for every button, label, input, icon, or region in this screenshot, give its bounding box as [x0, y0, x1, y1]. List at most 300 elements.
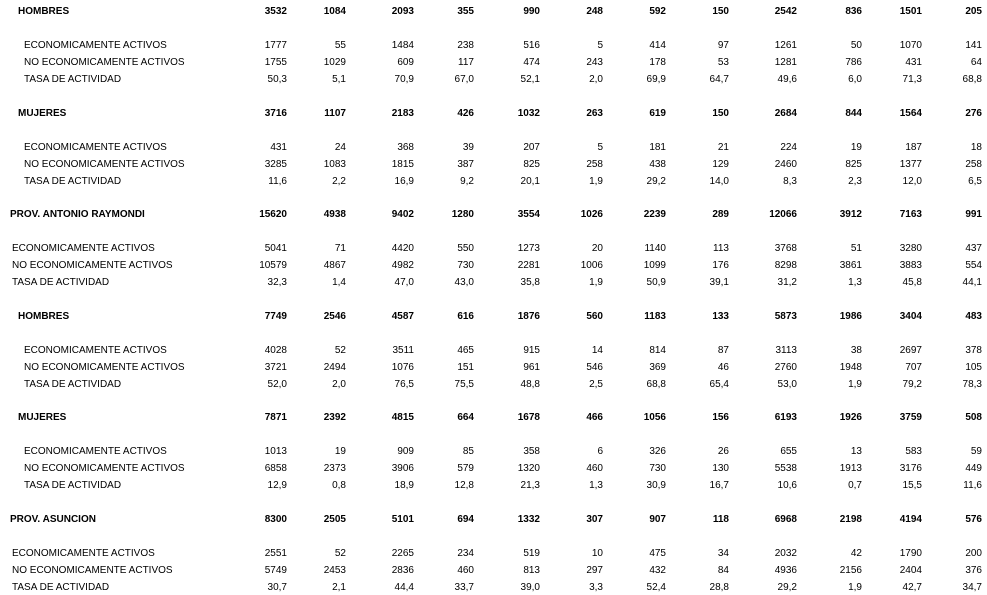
table-cell-col-10: 1,9	[848, 379, 862, 390]
table-cell-col-1: 3716	[264, 108, 287, 119]
table-cell-col-2: 19	[334, 446, 346, 457]
table-cell-col-4: 1280	[451, 209, 474, 220]
table-cell-col-5: 1273	[517, 243, 540, 254]
table-cell-col-11: 3404	[899, 311, 922, 322]
row-label: ECONOMICAMENTE ACTIVOS	[24, 40, 167, 51]
row-label: MUJERES	[18, 412, 67, 423]
table-cell-col-3: 2093	[391, 6, 414, 17]
table-cell-col-12: 376	[965, 565, 982, 576]
row-label: NO ECONOMICAMENTE ACTIVOS	[24, 463, 185, 474]
table-cell-col-3: 2265	[391, 548, 414, 559]
table-cell-col-3: 1815	[391, 159, 414, 170]
table-cell-col-6: 5	[597, 142, 603, 153]
table-cell-col-1: 11,6	[268, 176, 287, 187]
table-cell-col-12: 6,5	[968, 176, 982, 187]
table-cell-col-10: 2156	[839, 565, 862, 576]
table-group-row	[0, 5, 987, 18]
table-cell-col-6: 1006	[580, 260, 603, 271]
table-cell-col-11: 2697	[899, 345, 922, 356]
table-cell-col-9: 31,2	[777, 277, 797, 288]
table-cell-col-7: 814	[649, 345, 666, 356]
table-cell-col-7: 50,9	[646, 277, 666, 288]
table-cell-col-5: 519	[523, 548, 540, 559]
table-row	[0, 462, 987, 475]
table-cell-col-12: 449	[965, 463, 982, 474]
table-cell-col-5: 813	[523, 565, 540, 576]
table-cell-col-10: 3912	[839, 209, 862, 220]
row-label: NO ECONOMICAMENTE ACTIVOS	[24, 57, 185, 68]
table-cell-col-10: 2,3	[848, 176, 862, 187]
table-cell-col-3: 4815	[391, 412, 414, 423]
table-cell-col-4: 67,0	[454, 74, 474, 85]
table-cell-col-12: 554	[965, 260, 982, 271]
table-cell-col-4: 387	[457, 159, 474, 170]
table-cell-col-12: 11,6	[963, 480, 982, 491]
table-cell-col-5: 825	[523, 159, 540, 170]
table-row	[0, 378, 987, 391]
table-cell-col-7: 592	[649, 6, 666, 17]
table-cell-col-8: 87	[717, 345, 729, 356]
table-cell-col-10: 1986	[839, 311, 862, 322]
table-cell-col-9: 224	[780, 142, 797, 153]
table-cell-col-2: 1084	[323, 6, 346, 17]
table-cell-col-11: 7163	[899, 209, 922, 220]
table-cell-col-5: 990	[523, 6, 540, 17]
table-cell-col-11: 79,2	[902, 379, 922, 390]
table-cell-col-3: 1076	[391, 362, 414, 373]
table-cell-col-4: 426	[457, 108, 474, 119]
table-cell-col-9: 655	[780, 446, 797, 457]
row-label: NO ECONOMICAMENTE ACTIVOS	[12, 260, 173, 271]
table-cell-col-7: 730	[649, 463, 666, 474]
table-cell-col-9: 53,0	[777, 379, 797, 390]
table-cell-col-11: 71,3	[902, 74, 922, 85]
row-label: PROV. ANTONIO RAYMONDI	[10, 209, 145, 220]
table-row	[0, 581, 987, 594]
row-label: TASA DE ACTIVIDAD	[12, 582, 110, 593]
table-cell-col-4: 117	[458, 57, 474, 68]
table-group-row	[0, 411, 987, 424]
table-cell-col-6: 2,5	[589, 379, 603, 390]
table-group-row	[0, 107, 987, 120]
table-cell-col-7: 1140	[644, 243, 666, 254]
table-cell-col-9: 6968	[774, 514, 797, 525]
table-cell-col-7: 1183	[644, 311, 666, 322]
table-cell-col-12: 78,3	[962, 379, 982, 390]
table-cell-col-2: 2,1	[332, 582, 346, 593]
table-cell-col-5: 39,0	[520, 582, 540, 593]
table-group-row	[0, 513, 987, 526]
table-cell-col-4: 33,7	[454, 582, 474, 593]
table-cell-col-9: 49,6	[777, 74, 797, 85]
table-cell-col-5: 1032	[517, 108, 540, 119]
table-cell-col-11: 45,8	[902, 277, 922, 288]
table-cell-col-4: 730	[457, 260, 474, 271]
table-cell-col-8: 150	[712, 108, 729, 119]
table-cell-col-3: 2183	[391, 108, 414, 119]
table-row	[0, 259, 987, 272]
table-cell-col-4: 550	[457, 243, 474, 254]
table-cell-col-9: 2032	[774, 548, 797, 559]
table-cell-col-9: 29,2	[777, 582, 797, 593]
table-cell-col-12: 141	[965, 40, 982, 51]
row-label: MUJERES	[18, 108, 67, 119]
table-cell-col-6: 460	[586, 463, 603, 474]
table-cell-col-10: 1948	[839, 362, 862, 373]
table-cell-col-12: 105	[965, 362, 982, 373]
table-cell-col-4: 616	[457, 311, 474, 322]
table-cell-col-3: 2836	[391, 565, 414, 576]
table-cell-col-6: 5	[597, 40, 603, 51]
table-cell-col-3: 16,9	[394, 176, 414, 187]
table-cell-col-1: 32,3	[267, 277, 287, 288]
table-row	[0, 276, 987, 289]
table-cell-col-1: 7871	[264, 412, 287, 423]
table-cell-col-4: 355	[457, 6, 474, 17]
table-cell-col-11: 583	[905, 446, 922, 457]
table-cell-col-2: 0,8	[332, 480, 346, 491]
table-cell-col-3: 5101	[391, 514, 414, 525]
table-cell-col-12: 205	[965, 6, 982, 17]
table-cell-col-5: 20,1	[520, 176, 540, 187]
table-cell-col-8: 129	[712, 159, 729, 170]
table-cell-col-8: 53	[717, 57, 729, 68]
table-cell-col-4: 9,2	[460, 176, 474, 187]
table-cell-col-8: 113	[713, 243, 729, 254]
table-cell-col-7: 1099	[643, 260, 666, 271]
table-cell-col-1: 1013	[264, 446, 287, 457]
table-cell-col-1: 3721	[264, 362, 287, 373]
table-cell-col-1: 5749	[264, 565, 287, 576]
table-cell-col-10: 38	[850, 345, 862, 356]
table-cell-col-4: 694	[457, 514, 474, 525]
table-cell-col-6: 2,0	[589, 74, 603, 85]
table-cell-col-6: 3,3	[589, 582, 603, 593]
table-cell-col-9: 8,3	[783, 176, 797, 187]
table-cell-col-2: 2,2	[332, 176, 346, 187]
table-cell-col-1: 5041	[264, 243, 287, 254]
table-cell-col-10: 13	[850, 446, 862, 457]
table-cell-col-12: 508	[965, 412, 982, 423]
table-cell-col-11: 707	[905, 362, 922, 373]
table-cell-col-10: 42	[850, 548, 862, 559]
table-cell-col-1: 30,7	[267, 582, 287, 593]
table-cell-col-5: 3554	[517, 209, 540, 220]
table-cell-col-6: 1,3	[589, 480, 603, 491]
table-cell-col-9: 2460	[774, 159, 797, 170]
table-cell-col-7: 29,2	[646, 176, 666, 187]
table-cell-col-6: 263	[586, 108, 603, 119]
table-cell-col-9: 12066	[769, 209, 797, 220]
table-cell-col-3: 76,5	[394, 379, 414, 390]
table-cell-col-1: 7749	[264, 311, 287, 322]
table-cell-col-6: 1,9	[589, 176, 603, 187]
table-cell-col-8: 289	[712, 209, 729, 220]
table-cell-col-1: 3532	[264, 6, 287, 17]
table-cell-col-7: 1056	[643, 412, 666, 423]
table-cell-col-1: 4028	[264, 345, 287, 356]
table-cell-col-8: 156	[712, 412, 729, 423]
table-cell-col-2: 24	[334, 142, 346, 153]
row-label: PROV. ASUNCION	[10, 514, 96, 525]
table-cell-col-1: 12,9	[267, 480, 287, 491]
table-cell-col-4: 238	[457, 40, 474, 51]
table-cell-col-5: 1332	[517, 514, 540, 525]
row-label: HOMBRES	[18, 6, 70, 17]
table-cell-col-8: 133	[712, 311, 729, 322]
table-cell-col-3: 18,9	[394, 480, 414, 491]
table-cell-col-6: 1,9	[589, 277, 603, 288]
table-cell-col-10: 844	[845, 108, 862, 119]
table-cell-col-8: 28,8	[709, 582, 729, 593]
table-cell-col-10: 0,7	[848, 480, 862, 491]
table-cell-col-6: 466	[586, 412, 603, 423]
table-cell-col-2: 71	[334, 243, 346, 254]
table-cell-col-3: 44,4	[394, 582, 414, 593]
table-cell-col-1: 431	[270, 142, 287, 153]
row-label: TASA DE ACTIVIDAD	[24, 74, 122, 85]
table-cell-col-10: 50	[850, 40, 862, 51]
table-cell-col-12: 44,1	[962, 277, 982, 288]
table-cell-col-5: 1320	[517, 463, 540, 474]
table-cell-col-8: 150	[712, 6, 729, 17]
table-cell-col-10: 2198	[839, 514, 862, 525]
table-group-row	[0, 208, 987, 221]
table-cell-col-2: 5,1	[332, 74, 346, 85]
table-cell-col-5: 961	[523, 362, 540, 373]
table-cell-col-2: 1107	[324, 108, 346, 119]
table-cell-col-6: 307	[586, 514, 603, 525]
table-cell-col-3: 3511	[392, 345, 414, 356]
table-cell-col-5: 21,3	[520, 480, 540, 491]
table-cell-col-2: 2373	[323, 463, 346, 474]
table-cell-col-4: 465	[457, 345, 474, 356]
table-cell-col-12: 68,8	[962, 74, 982, 85]
table-cell-col-2: 2392	[323, 412, 346, 423]
table-cell-col-5: 1678	[517, 412, 540, 423]
table-cell-col-1: 1777	[264, 40, 287, 51]
table-cell-col-8: 130	[712, 463, 729, 474]
table-cell-col-9: 2760	[774, 362, 797, 373]
table-cell-col-7: 438	[649, 159, 666, 170]
table-cell-col-6: 10	[591, 548, 603, 559]
table-row	[0, 39, 987, 52]
table-cell-col-11: 3759	[899, 412, 922, 423]
table-cell-col-12: 483	[965, 311, 982, 322]
table-cell-col-6: 14	[591, 345, 603, 356]
table-row	[0, 344, 987, 357]
table-cell-col-12: 276	[965, 108, 982, 119]
table-cell-col-3: 9402	[391, 209, 414, 220]
table-cell-col-5: 48,8	[520, 379, 540, 390]
table-cell-col-2: 55	[334, 40, 346, 51]
table-cell-col-7: 30,9	[646, 480, 666, 491]
table-cell-col-10: 1926	[839, 412, 862, 423]
table-row	[0, 175, 987, 188]
table-cell-col-5: 358	[523, 446, 540, 457]
table-cell-col-9: 3768	[774, 243, 797, 254]
table-cell-col-9: 1281	[774, 57, 797, 68]
table-cell-col-12: 378	[965, 345, 982, 356]
table-cell-col-8: 39,1	[709, 277, 729, 288]
table-row	[0, 547, 987, 560]
table-cell-col-7: 414	[649, 40, 666, 51]
table-cell-col-11: 3280	[899, 243, 922, 254]
table-cell-col-11: 1070	[899, 40, 922, 51]
row-label: TASA DE ACTIVIDAD	[24, 379, 122, 390]
table-cell-col-11: 1564	[899, 108, 922, 119]
table-cell-col-1: 10579	[259, 260, 287, 271]
table-cell-col-11: 3883	[899, 260, 922, 271]
table-cell-col-2: 52	[334, 548, 346, 559]
table-cell-col-3: 3906	[391, 463, 414, 474]
table-cell-col-6: 258	[586, 159, 603, 170]
table-row	[0, 158, 987, 171]
row-label: ECONOMICAMENTE ACTIVOS	[24, 142, 167, 153]
table-cell-col-2: 1,4	[332, 277, 346, 288]
table-cell-col-11: 4194	[899, 514, 922, 525]
table-cell-col-10: 1,3	[848, 277, 862, 288]
table-cell-col-11: 42,7	[902, 582, 922, 593]
table-cell-col-9: 5538	[774, 463, 797, 474]
table-cell-col-4: 12,8	[454, 480, 474, 491]
table-cell-col-12: 258	[965, 159, 982, 170]
table-row	[0, 242, 987, 255]
row-label: ECONOMICAMENTE ACTIVOS	[24, 446, 167, 457]
table-cell-col-6: 1026	[580, 209, 603, 220]
table-cell-col-4: 579	[457, 463, 474, 474]
table-cell-col-8: 97	[717, 40, 729, 51]
table-cell-col-2: 2494	[323, 362, 346, 373]
table-cell-col-9: 3113	[775, 345, 797, 356]
table-cell-col-12: 576	[965, 514, 982, 525]
table-cell-col-1: 1755	[264, 57, 287, 68]
table-cell-col-11: 3176	[899, 463, 922, 474]
table-cell-col-3: 609	[397, 57, 414, 68]
table-cell-col-3: 4420	[391, 243, 414, 254]
table-cell-col-7: 326	[649, 446, 666, 457]
table-cell-col-4: 39	[462, 142, 474, 153]
table-cell-col-9: 10,6	[777, 480, 797, 491]
table-cell-col-1: 6858	[264, 463, 287, 474]
row-label: ECONOMICAMENTE ACTIVOS	[12, 548, 155, 559]
table-cell-col-10: 786	[845, 57, 862, 68]
table-row	[0, 361, 987, 374]
table-cell-col-7: 178	[649, 57, 666, 68]
table-cell-col-10: 3861	[839, 260, 862, 271]
row-label: TASA DE ACTIVIDAD	[12, 277, 110, 288]
table-cell-col-12: 64	[970, 57, 982, 68]
table-cell-col-3: 1484	[391, 40, 414, 51]
table-cell-col-5: 1876	[517, 311, 540, 322]
table-cell-col-7: 52,4	[646, 582, 666, 593]
table-cell-col-10: 51	[850, 243, 862, 254]
table-cell-col-6: 560	[586, 311, 603, 322]
table-cell-col-3: 70,9	[394, 74, 414, 85]
table-cell-col-3: 4587	[391, 311, 414, 322]
table-cell-col-6: 248	[586, 6, 603, 17]
table-cell-col-8: 16,7	[709, 480, 729, 491]
table-cell-col-2: 2546	[323, 311, 346, 322]
table-cell-col-2: 52	[334, 345, 346, 356]
table-cell-col-8: 34	[717, 548, 729, 559]
table-row	[0, 564, 987, 577]
table-cell-col-3: 909	[397, 446, 414, 457]
table-cell-col-5: 2281	[517, 260, 540, 271]
table-cell-col-11: 2404	[899, 565, 922, 576]
table-cell-col-4: 234	[457, 548, 474, 559]
table-cell-col-12: 200	[965, 548, 982, 559]
table-cell-col-11: 431	[905, 57, 922, 68]
table-cell-col-2: 2,0	[332, 379, 346, 390]
row-label: TASA DE ACTIVIDAD	[24, 480, 122, 491]
table-cell-col-1: 8300	[264, 514, 287, 525]
table-cell-col-10: 19	[850, 142, 862, 153]
table-cell-col-7: 475	[649, 548, 666, 559]
table-cell-col-9: 5873	[774, 311, 797, 322]
table-cell-col-1: 3285	[264, 159, 287, 170]
table-row	[0, 479, 987, 492]
table-cell-col-5: 474	[523, 57, 540, 68]
table-row	[0, 141, 987, 154]
table-cell-col-11: 1377	[899, 159, 922, 170]
table-cell-col-10: 825	[845, 159, 862, 170]
table-cell-col-5: 35,8	[520, 277, 540, 288]
table-row	[0, 73, 987, 86]
table-cell-col-10: 1,9	[848, 582, 862, 593]
table-cell-col-9: 1261	[774, 40, 797, 51]
table-cell-col-11: 1501	[899, 6, 922, 17]
table-cell-col-4: 664	[457, 412, 474, 423]
table-cell-col-5: 207	[523, 142, 540, 153]
table-cell-col-1: 52,0	[267, 379, 287, 390]
table-cell-col-11: 15,5	[902, 480, 922, 491]
table-cell-col-7: 2239	[643, 209, 666, 220]
row-label: TASA DE ACTIVIDAD	[24, 176, 122, 187]
table-cell-col-4: 151	[457, 362, 474, 373]
table-cell-col-7: 68,8	[646, 379, 666, 390]
table-cell-col-3: 47,0	[394, 277, 414, 288]
table-cell-col-6: 243	[586, 57, 603, 68]
table-group-row	[0, 310, 987, 323]
table-cell-col-9: 4936	[774, 565, 797, 576]
table-cell-col-7: 907	[649, 514, 666, 525]
table-cell-col-8: 118	[712, 514, 729, 525]
row-label: ECONOMICAMENTE ACTIVOS	[24, 345, 167, 356]
table-cell-col-2: 1029	[323, 57, 346, 68]
table-cell-col-1: 2551	[264, 548, 287, 559]
table-cell-col-11: 187	[905, 142, 922, 153]
table-cell-col-4: 43,0	[454, 277, 474, 288]
table-cell-col-8: 21	[717, 142, 729, 153]
table-cell-col-9: 6193	[774, 412, 797, 423]
row-label: NO ECONOMICAMENTE ACTIVOS	[24, 159, 185, 170]
table-cell-col-1: 15620	[259, 209, 287, 220]
table-cell-col-10: 836	[845, 6, 862, 17]
row-label: NO ECONOMICAMENTE ACTIVOS	[24, 362, 185, 373]
table-cell-col-12: 437	[965, 243, 982, 254]
table-cell-col-1: 50,3	[267, 74, 287, 85]
table-cell-col-6: 6	[597, 446, 603, 457]
table-cell-col-7: 181	[649, 142, 666, 153]
row-label: HOMBRES	[18, 311, 70, 322]
table-cell-col-6: 546	[586, 362, 603, 373]
table-cell-col-12: 59	[970, 446, 982, 457]
table-row	[0, 56, 987, 69]
table-cell-col-7: 369	[649, 362, 666, 373]
table-cell-col-12: 34,7	[962, 582, 982, 593]
table-cell-col-5: 915	[523, 345, 540, 356]
